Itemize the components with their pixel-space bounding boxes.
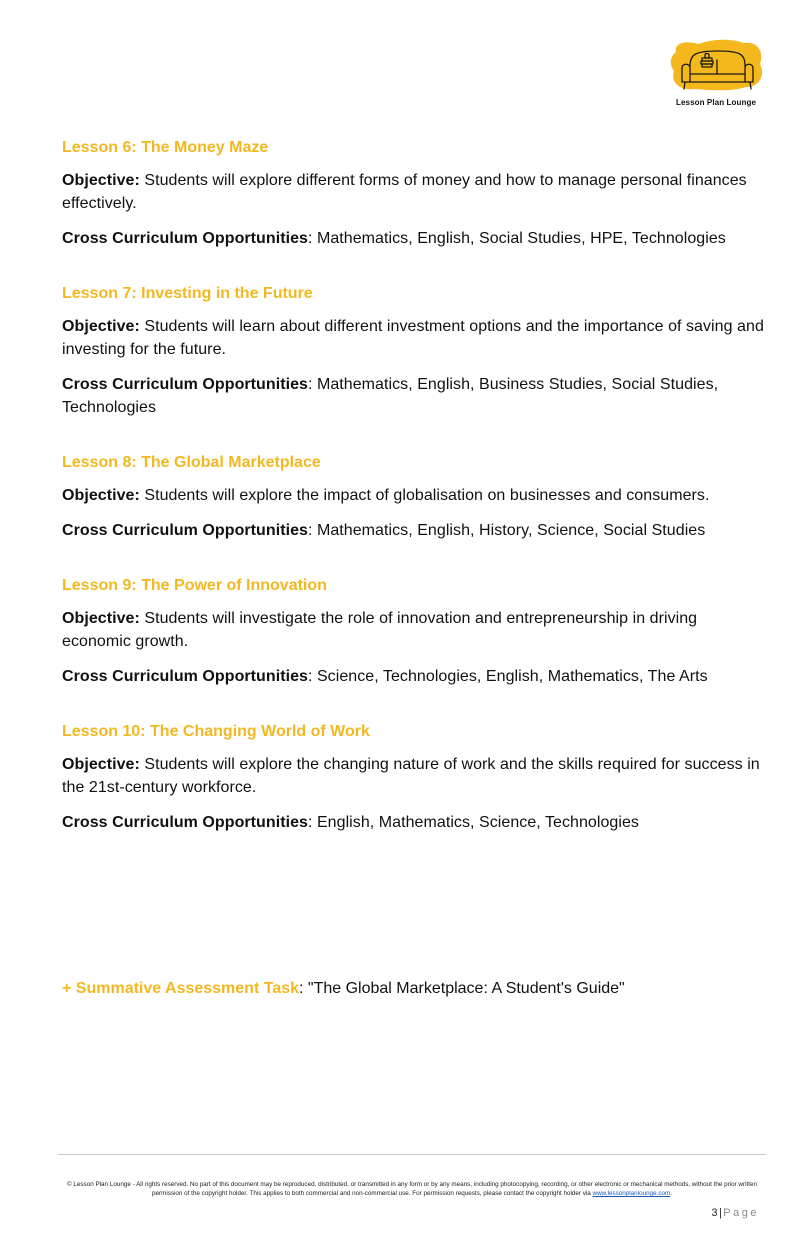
copyright-end: . xyxy=(670,1190,672,1197)
cross-curriculum-paragraph xyxy=(62,811,767,834)
logo-text: Lesson Plan Lounge xyxy=(675,98,757,107)
cross-curriculum-paragraph xyxy=(62,519,767,542)
objective-paragraph xyxy=(62,169,767,215)
cross-curriculum-text: : English, Mathematics, Science, Technologies xyxy=(307,814,639,831)
lesson-title: Lesson 6: The Money Maze xyxy=(62,139,269,156)
objective-text: Students will explore different forms of money and how to manage personal finances effectively. xyxy=(62,172,747,212)
lesson-title: Lesson 10: The Changing World of Work xyxy=(62,723,370,740)
summative-label: + Summative Assessment Task xyxy=(62,980,300,997)
footer-copyright xyxy=(62,1180,762,1198)
objective-label: Objective: xyxy=(62,487,140,504)
footer-divider xyxy=(58,1154,766,1155)
lesson-title: Lesson 9: The Power of Innovation xyxy=(62,577,327,594)
cross-curriculum-label: Cross Curriculum Opportunities xyxy=(62,376,308,393)
objective-label: Objective: xyxy=(62,172,140,189)
lesson-section xyxy=(62,575,767,688)
page-separator: | xyxy=(718,1207,724,1219)
cross-curriculum-paragraph xyxy=(62,373,767,419)
cross-curriculum-label: Cross Curriculum Opportunities xyxy=(62,522,308,539)
page-number xyxy=(711,1207,759,1219)
cross-curriculum-label: Cross Curriculum Opportunities xyxy=(62,668,308,685)
lesson-section xyxy=(62,283,767,419)
sofa-logo-icon xyxy=(668,38,764,100)
objective-text: Students will learn about different investment options and the importance of saving and investing for the future. xyxy=(62,318,764,358)
lesson-section xyxy=(62,721,767,834)
lesson-title: Lesson 8: The Global Marketplace xyxy=(62,454,321,471)
logo xyxy=(668,38,764,114)
lesson-section xyxy=(62,137,767,250)
objective-paragraph xyxy=(62,607,767,653)
objective-text: Students will investigate the role of innovation and entrepreneurship in driving economic growth. xyxy=(62,610,698,650)
website-link[interactable]: www.lessonplanlounge.com xyxy=(592,1190,671,1197)
lesson-title: Lesson 7: Investing in the Future xyxy=(62,285,313,302)
cross-curriculum-label: Cross Curriculum Opportunities xyxy=(62,230,308,247)
summative-assessment xyxy=(62,978,767,1000)
summative-text: : "The Global Marketplace: A Student's Guide" xyxy=(299,980,625,997)
objective-label: Objective: xyxy=(62,318,140,335)
page-number-value: 3 xyxy=(711,1207,719,1219)
cross-curriculum-text: : Mathematics, English, History, Science, Social Studies xyxy=(307,522,706,539)
objective-paragraph xyxy=(62,753,767,799)
page-word: Page xyxy=(723,1207,759,1219)
objective-paragraph xyxy=(62,315,767,361)
objective-text: Students will explore the changing nature of work and the skills required for success in the 21st-century workforce. xyxy=(62,756,760,796)
lesson-list xyxy=(62,137,767,846)
cross-curriculum-paragraph xyxy=(62,227,767,250)
cross-curriculum-text: : Mathematics, English, Business Studies, Social Studies, Technologies xyxy=(62,376,719,416)
lesson-section xyxy=(62,452,767,542)
cross-curriculum-text: : Mathematics, English, Social Studies, HPE, Technologies xyxy=(307,230,726,247)
objective-text: Students will explore the impact of globalisation on businesses and consumers. xyxy=(139,487,710,504)
objective-paragraph xyxy=(62,484,767,507)
cross-curriculum-text: : Science, Technologies, English, Mathematics, The Arts xyxy=(307,668,708,685)
cross-curriculum-label: Cross Curriculum Opportunities xyxy=(62,814,308,831)
objective-label: Objective: xyxy=(62,756,140,773)
cross-curriculum-paragraph xyxy=(62,665,767,688)
copyright-text: © Lesson Plan Lounge - All rights reserved. No part of this document may be reproduced, distributed, or transmitted in any form or by any means, including photocopying, recording, or other electronic or mechanical methods, without the prior written permission of the copyright holder. This applies to both commercial and non-commercial use. For permission requests, please contact the copyright holder via xyxy=(67,1181,757,1197)
objective-label: Objective: xyxy=(62,610,140,627)
